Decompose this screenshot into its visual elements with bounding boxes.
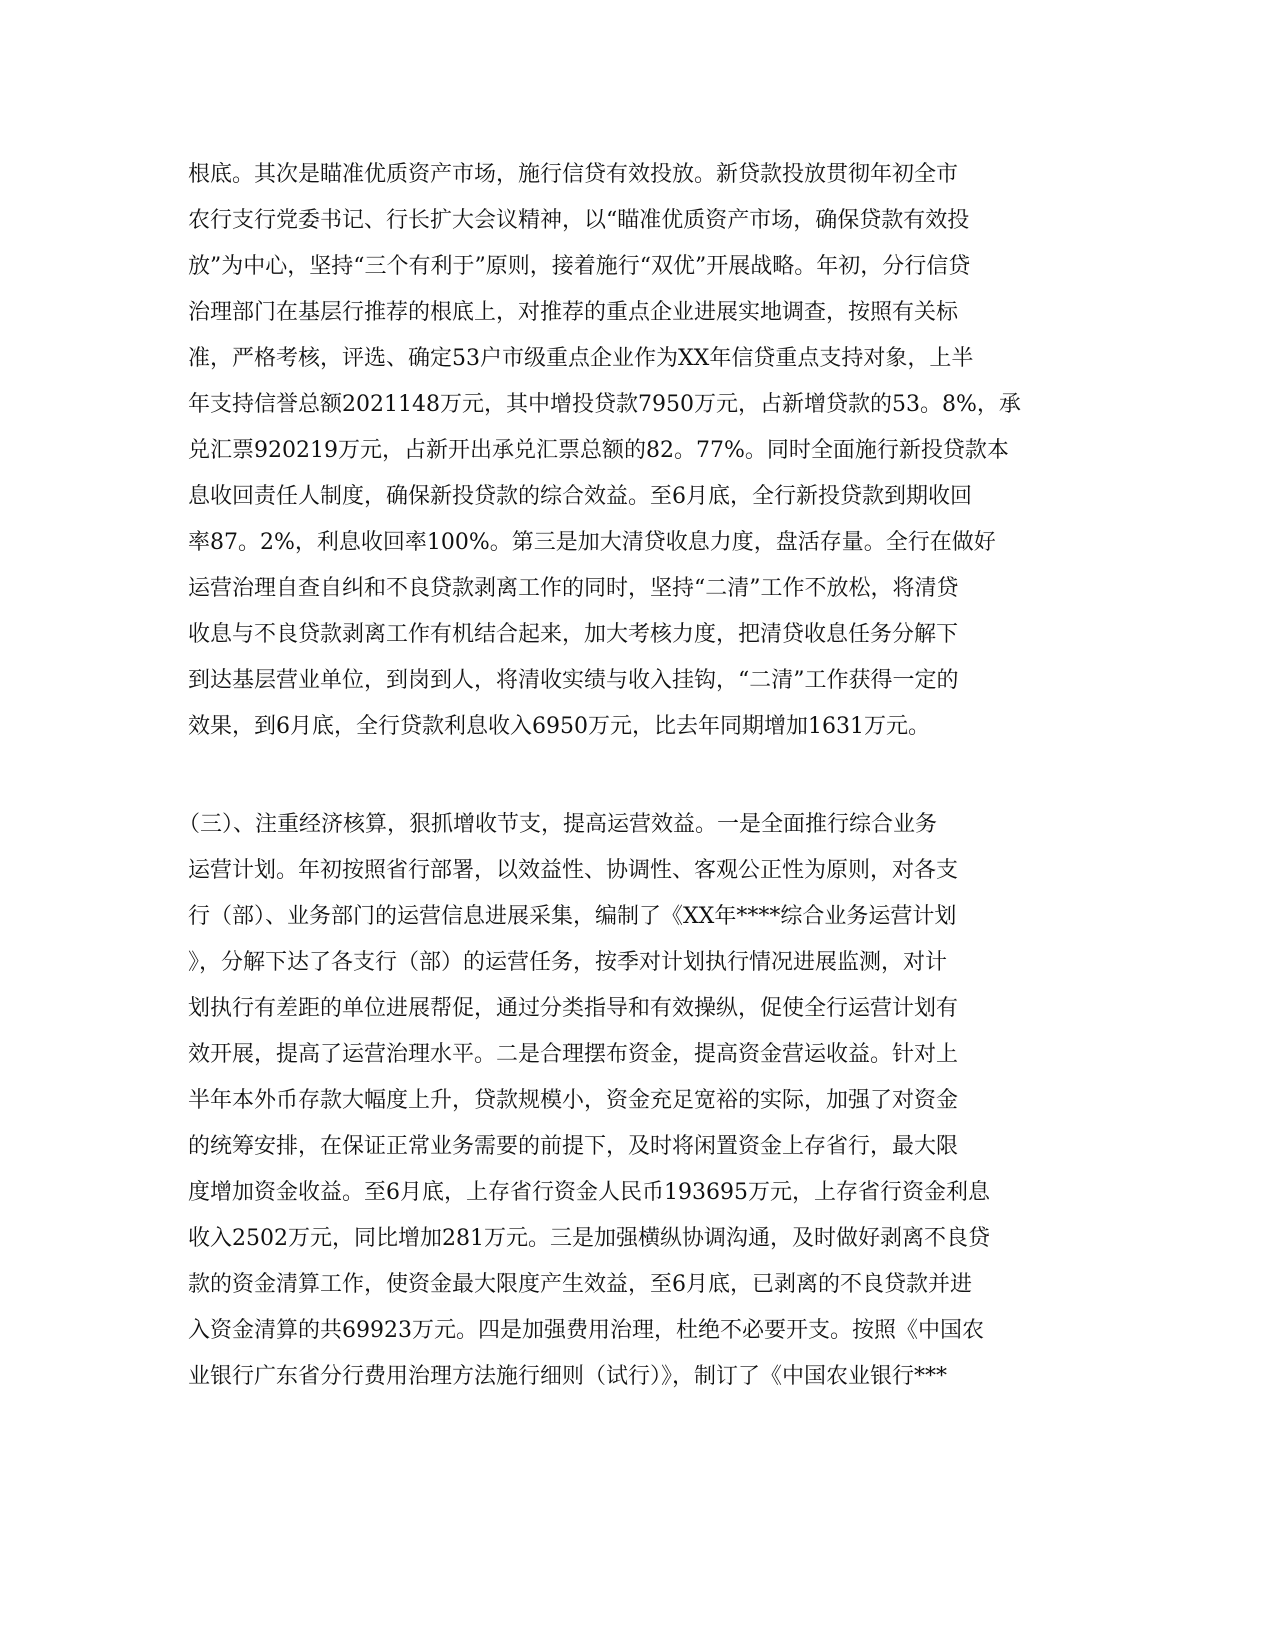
text-line: 的统筹安排，在保证正常业务需要的前提下，及时将闲置资金上存省行，最大限 [188,1134,959,1159]
text-line: 准，严格考核，评选、确定53户市级重点企业作为XX年信贷重点支持对象，上半 [188,346,974,371]
text-line: 收入2502万元，同比增加281万元。三是加强横纵协调沟通，及时做好剥离不良贷 [188,1226,990,1251]
text-line: 农行支行党委书记、行长扩大会议精神，以“瞄准优质资产市场，确保贷款有效投 [188,208,970,233]
text-line: 》，分解下达了各支行（部）的运营任务，按季对计划执行情况进展监测，对计 [188,950,948,975]
text-line: （三）、注重经济核算，狠抓增收节支，提高运营效益。一是全面推行综合业务 [178,812,938,837]
text-line: 运营计划。年初按照省行部署，以效益性、协调性、客观公正性为原则，对各支 [188,858,959,883]
text-line: 收息与不良贷款剥离工作有机结合起来，加大考核力度，把清贷收息任务分解下 [188,622,959,647]
text-line: 业银行广东省分行费用治理方法施行细则（试行）》，制订了《中国农业银行*** [188,1364,948,1389]
text-line: 年支持信誉总额2021148万元，其中增投贷款7950万元，占新增贷款的53。8%，承 [188,392,1021,417]
text-line: 运营治理自查自纠和不良贷款剥离工作的同时，坚持“二清”工作不放松，将清贷 [188,576,959,601]
text-line: 效开展，提高了运营治理水平。二是合理摆布资金，提高资金营运收益。针对上 [188,1042,959,1067]
text-line: 息收回责任人制度，确保新投贷款的综合效益。至6月底，全行新投贷款到期收回 [188,484,972,509]
text-line: 根底。其次是瞄准优质资产市场，施行信贷有效投放。新贷款投放贯彻年初全市 [188,162,959,187]
text-line: 治理部门在基层行推荐的根底上，对推荐的重点企业进展实地调查，按照有关标 [188,300,959,325]
text-line: 度增加资金收益。至6月底，上存省行资金人民币193695万元，上存省行资金利息 [188,1180,990,1205]
text-line: 划执行有差距的单位进展帮促，通过分类指导和有效操纵，促使全行运营计划有 [188,996,959,1021]
text-line: 半年本外币存款大幅度上升，贷款规模小，资金充足宽裕的实际，加强了对资金 [188,1088,959,1113]
text-line: 款的资金清算工作，使资金最大限度产生效益，至6月底，已剥离的不良贷款并进 [188,1272,972,1297]
text-line: 率87。2%，利息收回率100%。第三是加大清贷收息力度，盘活存量。全行在做好 [188,530,996,555]
text-line: 兑汇票920219万元，占新开出承兑汇票总额的82。77%。同时全面施行新投贷款本 [188,438,1009,463]
text-line: 效果，到6月底，全行贷款利息收入6950万元，比去年同期增加1631万元。 [188,714,930,739]
text-line: 行（部）、业务部门的运营信息进展采集，编制了《XX年****综合业务运营计划 [188,904,957,929]
text-line: 入资金清算的共69923万元。四是加强费用治理，杜绝不必要开支。按照《中国农 [188,1318,984,1343]
text-line: 到达基层营业单位，到岗到人，将清收实绩与收入挂钩，“二清”工作获得一定的 [188,668,959,693]
text-line: 放”为中心，坚持“三个有利于”原则，接着施行“双优”开展战略。年初，分行信贷 [188,254,971,279]
